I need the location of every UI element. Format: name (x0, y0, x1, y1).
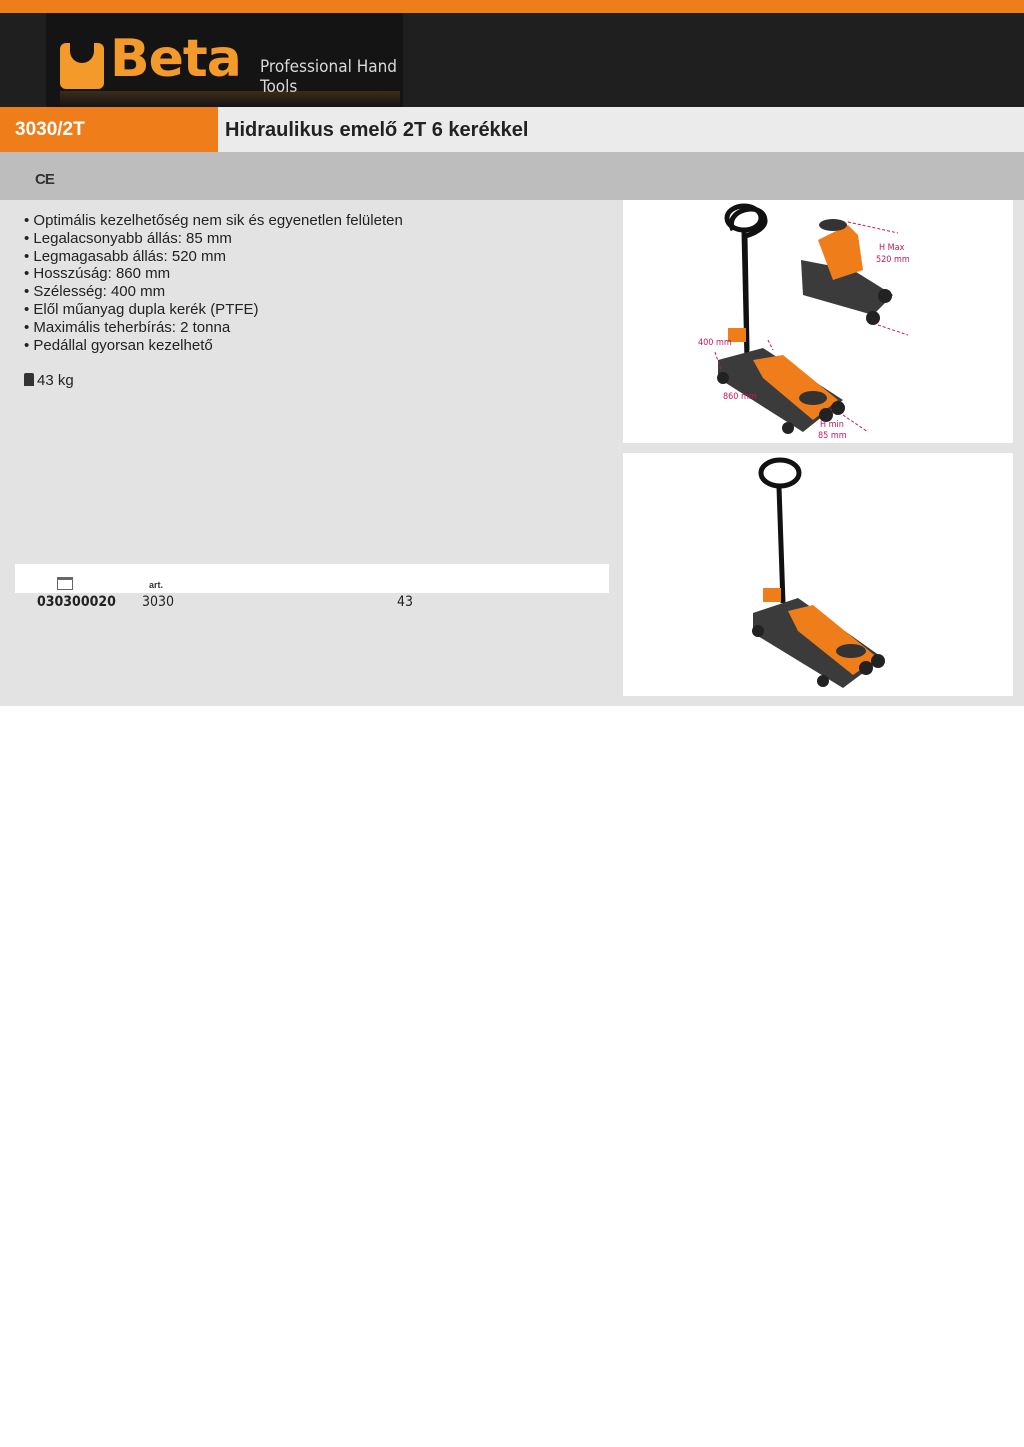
article-cell: 3030 (142, 594, 175, 610)
column-art-header: art. (149, 580, 164, 590)
brand-logo (46, 13, 403, 107)
weight-cell: 43 (397, 594, 414, 610)
h-min-value: 85 mm (818, 431, 847, 441)
certification-bar (0, 152, 1024, 200)
product-image (623, 453, 1013, 696)
width-dimension: 400 mm (698, 338, 732, 348)
product-title: Hidraulikus emelő 2T 6 kerékkel (225, 119, 529, 141)
feature-item: • Szélesség: 400 mm (24, 283, 403, 301)
weight-value: 43 kg (37, 372, 74, 389)
feature-list (24, 212, 403, 354)
product-code-box (0, 107, 218, 152)
brand-tagline: Professional Hand Tools (260, 57, 397, 97)
product-image-dimensions (623, 200, 1013, 443)
order-code-cell: 030300020 (37, 594, 116, 610)
length-dimension: 860 mm (723, 392, 757, 402)
feature-item: • Optimális kezelhetőség nem sik és egyenetlen felületen (24, 212, 403, 230)
feature-item: • Pedállal gyorsan kezelhető (24, 337, 403, 355)
table-header (15, 564, 609, 593)
product-code: 3030/2T (15, 119, 85, 140)
feature-item: • Hosszúság: 860 mm (24, 265, 403, 283)
feature-item: • Legalacsonyabb állás: 85 mm (24, 230, 403, 248)
weight-icon (24, 373, 34, 386)
weight-info (24, 372, 74, 389)
ce-mark-icon: CE (35, 171, 54, 188)
h-min-label: H min (820, 420, 844, 430)
h-max-value: 520 mm (876, 255, 910, 265)
jack-dimension-illustration (623, 200, 1013, 443)
feature-item: • Maximális teherbírás: 2 tonna (24, 319, 403, 337)
top-accent-line (0, 0, 1024, 13)
h-max-label: H Max (879, 243, 905, 253)
feature-item: • Elől műanyag dupla kerék (PTFE) (24, 301, 403, 319)
wrench-logo-icon (60, 43, 104, 89)
brand-name: Beta (110, 29, 241, 89)
jack-illustration (623, 453, 1013, 696)
logo-reflection (60, 91, 400, 107)
barcode-icon (57, 577, 73, 590)
title-bar (0, 107, 1024, 152)
feature-item: • Legmagasabb állás: 520 mm (24, 248, 403, 266)
header-banner (0, 13, 1024, 107)
